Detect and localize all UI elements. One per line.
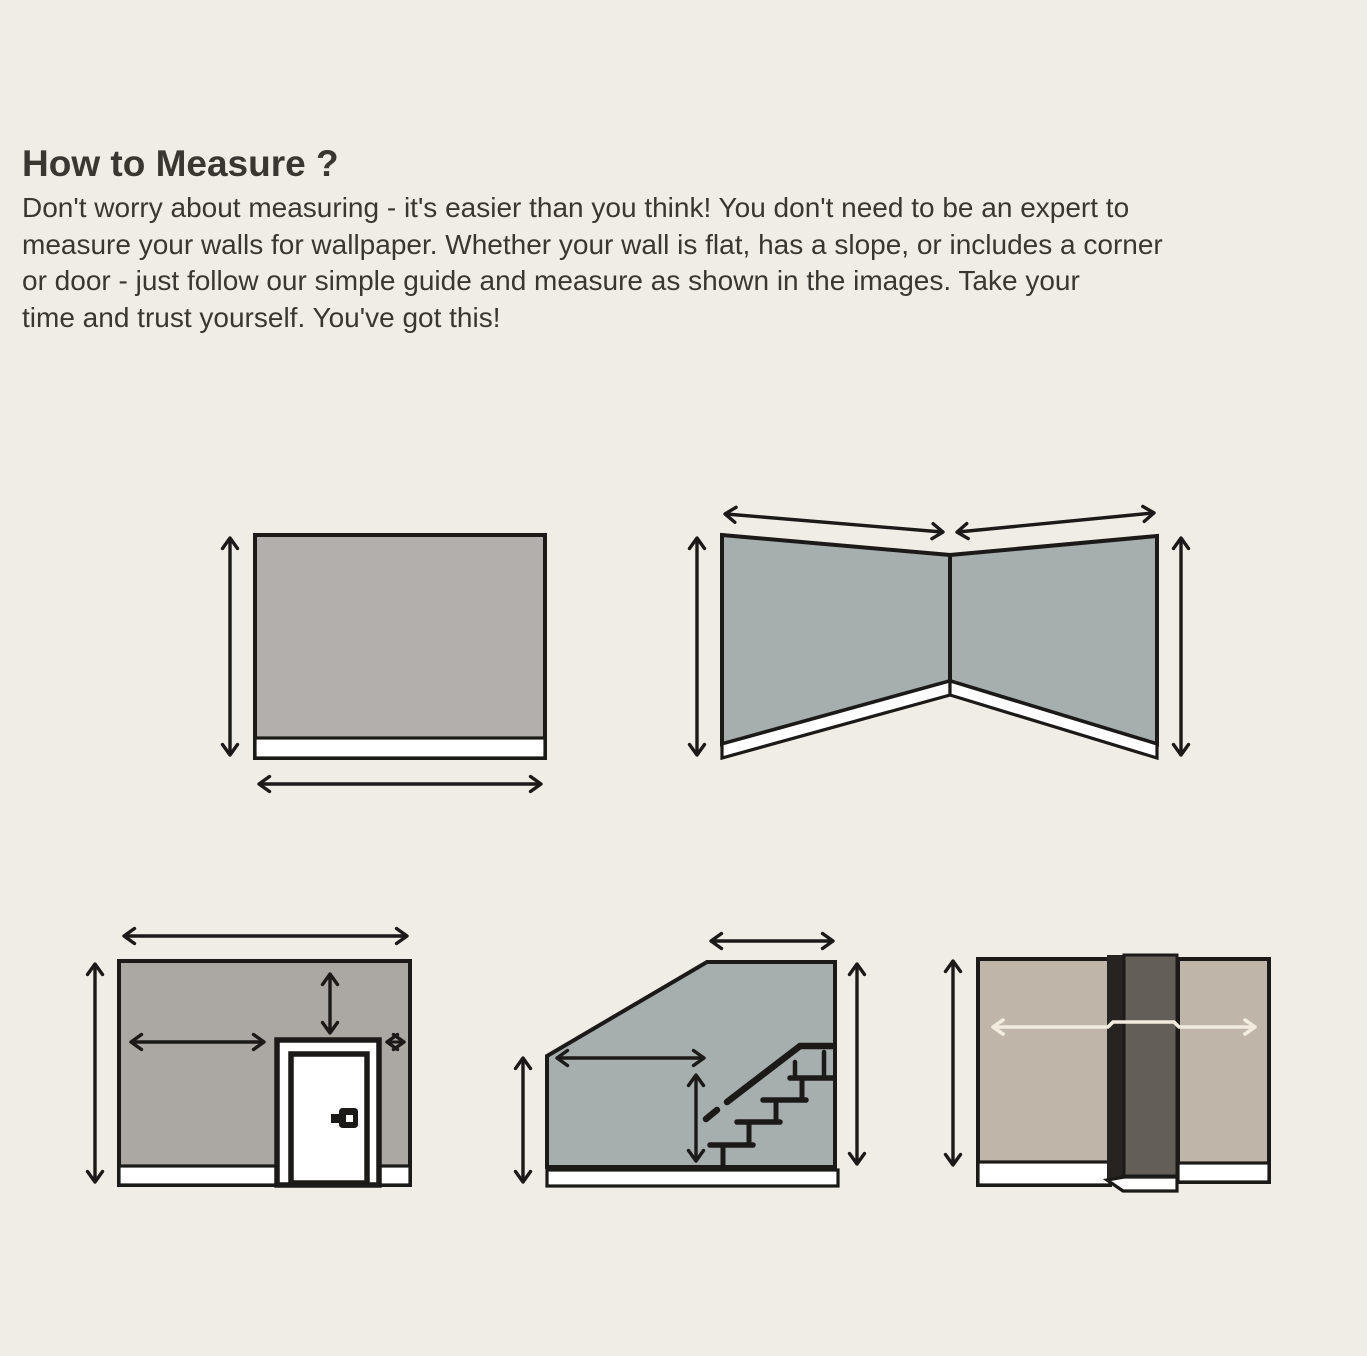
flat-wall-surface xyxy=(255,535,545,758)
page-title: How to Measure ? xyxy=(22,143,339,184)
intro-line-3: or door - just follow our simple guide and measure as shown in the images. Take your xyxy=(22,265,1080,296)
diagram-sloped-wall-stairs xyxy=(485,915,905,1220)
intro-line-1: Don't worry about measuring - it's easier than you think! You don't need to be an expert to xyxy=(22,192,1130,223)
corner-right-width-arrow xyxy=(958,513,1153,532)
column-left-wall xyxy=(978,959,1110,1185)
column-shadow-side xyxy=(1107,955,1124,1180)
diagram-wall-with-door xyxy=(55,895,445,1230)
diagram-flat-wall xyxy=(205,495,605,810)
column-right-baseboard xyxy=(1178,1163,1269,1182)
column-face xyxy=(1124,955,1177,1176)
diagram-corner-wall xyxy=(665,480,1225,805)
column-right-wall xyxy=(1178,959,1269,1182)
diagram-wall-with-column xyxy=(915,925,1310,1215)
intro-line-2: measure your walls for wallpaper. Whether your wall is flat, has a slope, or includes a corner xyxy=(22,228,1163,260)
flat-wall-baseboard xyxy=(255,738,545,758)
intro-paragraph xyxy=(22,190,1163,336)
corner-left-width-arrow xyxy=(726,514,942,532)
sloped-wall-baseboard xyxy=(547,1170,838,1186)
column-baseboard xyxy=(1107,1177,1177,1191)
sloped-wall-surface xyxy=(547,962,835,1167)
intro-line-4: time and trust yourself. You've got this! xyxy=(22,301,501,333)
column-left-baseboard xyxy=(978,1162,1110,1185)
